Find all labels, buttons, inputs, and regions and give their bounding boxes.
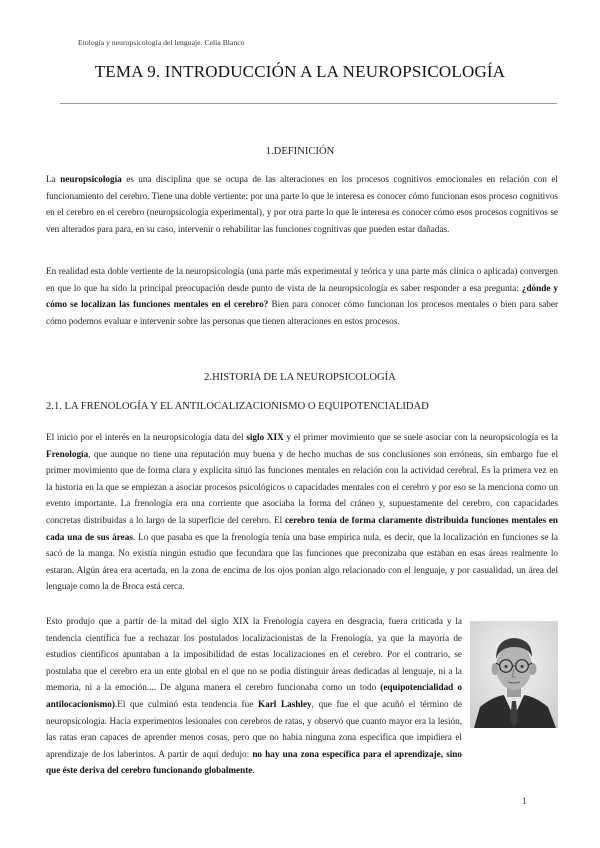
title-divider (60, 103, 557, 104)
paragraph-lashley (46, 613, 462, 779)
text-run: y el primer movimiento que se suele asociar con la neuropsicología es la (283, 432, 558, 442)
text-run: . Lo que pasaba es que la frenología tenía una base empírica nula, es decir, que la localización en funciones se la sacó de la manga. No existía ningún estudio que fecundara que las funciones que preconizaba que estaban en esas áreas realmente lo estaran. Algún área era acertada, en la zona de encima de los ojos ponían algo relacionado con el lenguaje, y por casualidad, un área del lenguaje como la de Broca está cerca. (46, 531, 558, 592)
page-number: 1 (522, 797, 527, 807)
paragraph-vertiente (46, 263, 558, 329)
bold-text: cerebro tenía de forma claramente distribuida funciones mentales en cada una de sus áreas (46, 514, 559, 542)
section-heading-definicion: 1.DEFINICIÓN (265, 146, 335, 157)
text-run: .El que culminó esta tendencia fue (114, 698, 258, 709)
text-run: Bien para conocer cómo funcionan los procesos mentales o bien para saber cómo podemos evaluar e intervenir sobre las personas que tienen alteraciones en estos procesos. (46, 299, 558, 326)
bold-text: siglo XIX (246, 432, 284, 442)
text-run: es una disciplina que se ocupa de las alteraciones en los procesos cognitivos emocionales en relación con el funcionamiento del cerebro. Tiene una doble vertiente: por una parte lo que le interesa es conocer cómo funcionan esos proceso cognitivos en el cerebro en el cerebro (neuropsicología experimental), y por otra parte lo que le interesa es conocer cómo esos procesos cognitivos se ven alterados para para, en su caso, intervenir o rehabilitar las funciones cognitivas que pueden estar dañadas. (46, 174, 558, 234)
bold-text: (equipotencialidad o antilocacionismo) (46, 682, 462, 709)
paragraph-frenologia (46, 429, 558, 595)
text-run: . (252, 765, 255, 776)
page-title: TEMA 9. INTRODUCCIÓN A LA NEUROPSICOLOGÍA (94, 62, 506, 81)
text-run: , que aunque no tiene una reputación muy buena y de hecho muchas de sus conclusiones son erróneas, sin embargo fue el primer movimiento que de forma clara y explícita situó las funciones mentales en relación con la actividad cerebral. Es la primera vez en la historia en la que se empiezan a asociar procesos psicológicos o capacidades mentales con el cerebro y por eso se la menciona como un evento importante. La frenología era una corriente que asociaba la forma del cráneo y, supuestamente del cerebro, con capacidades concretas distribuidas a lo largo de la superficie del cerebro. El (46, 448, 558, 525)
portrait-photo (470, 621, 558, 728)
text-run: , que fue el que acuñó el término de neuropsicología. Hacía experimentos lesionales con cerebros de ratas, y observó que cuanto mayor era la lesión, las ratas eran capaces de aprender menos cosas, pero que no había ninguna zona específica que impidiera el aprendizaje de los laberintos. A partir de aquí dedujo: (46, 698, 462, 759)
text-run: La (46, 174, 61, 184)
text-run: El inicio por el interés en la neuropsicología data del (46, 432, 247, 442)
portrait-icon (470, 621, 558, 728)
bold-text: Frenología (46, 448, 89, 459)
text-run: Esto produjo que a partir de la mitad del siglo XIX la Frenología cayera en desgracia, fuera criticada y la tendencia científica fue a rechazar los postulados localizacionistas de la Frenología, ya que la mayoría de estudios científicos apuntaban a la imposibilidad de estas localizaciones en el cerebro. Por el contrario, se postulaba que el cerebro era un ente global en el que no se podía distinguir áreas dedicadas al lenguaje, ni a la memoria, ni a la emoción.... De alguna manera el cerebro funcionaba como un todo (46, 616, 462, 693)
bold-text: neuropsicología (60, 174, 122, 184)
subsection-heading-frenologia: 2.1. LA FRENOLOGÍA Y EL ANTILOCALIZACIONISMO O EQUIPOTENCIALIDAD (46, 401, 429, 412)
text-run: En realidad esta doble vertiente de la neuropsicología (una parte más experimental y teórica y una parte más clínica o aplicada) convergen en que lo que ha sido la principal preocupación desde punto de vista de la neuropsicología es saber responder a esa pregunta: (46, 266, 558, 293)
bold-text: no hay una zona específica para el aprendizaje, sino que éste deriva del cerebro funcionando globalmente (46, 748, 462, 776)
section-heading-historia: 2.HISTORIA DE LA NEUROPSICOLOGÍA (204, 372, 396, 383)
bold-text: ¿dónde y cómo se localizan las funciones mentales en el cerebro? (46, 282, 558, 310)
running-header: Etología y neuropsicología del lenguaje. Celia Blanco (78, 38, 245, 47)
paragraph-definicion (46, 171, 558, 237)
bold-text: Karl Lashley (257, 698, 312, 709)
